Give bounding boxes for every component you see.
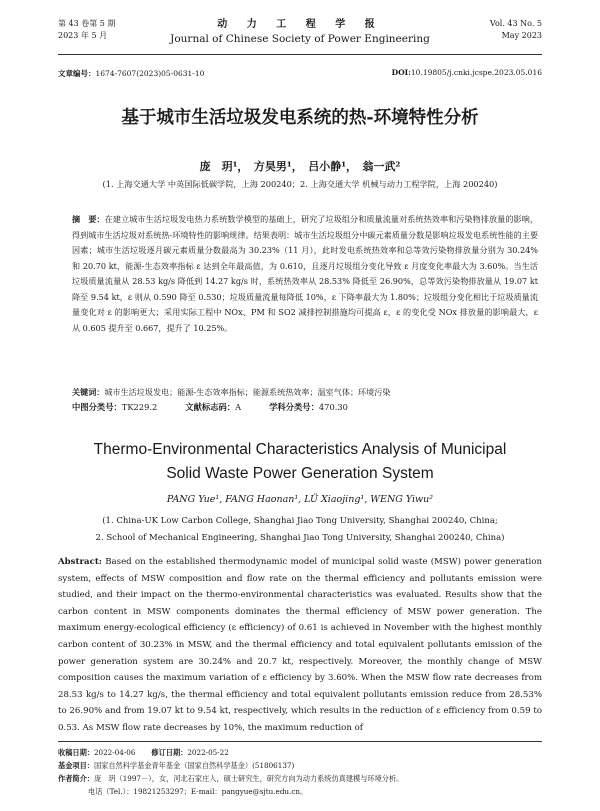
authors-en: PANG Yue¹, FANG Haonan¹, LÜ Xiaojing¹, WENG Yiwu²	[166, 494, 434, 505]
clc-number: TK229.2	[121, 402, 158, 412]
abstract-en	[58, 554, 542, 737]
header-right	[490, 18, 542, 42]
date-en: May 2023	[501, 31, 542, 40]
abstract-en-label: Abstract:	[58, 557, 102, 567]
journal-name-en: Journal of Chinese Society of Power Engineering	[170, 33, 430, 45]
keywords-cn-text: 城市生活垃圾发电；能源-生态效率指标；能源系统热效率；温室气体；环境污染	[104, 387, 391, 397]
page-title-en: Thermo-Environmental Characteristics Analysis of Municipal Solid Waste Power Generation System	[93, 441, 507, 482]
keywords-cn	[72, 385, 538, 400]
article-number: 文章编号：1674-7607(2023)05-0631-10	[58, 69, 205, 78]
contact-line: 电话（Tel.）：19821253297；E-mail：pangyue@sjtu.edu.cn。	[88, 787, 308, 796]
abstract-cn-text: 在建立城市生活垃圾发电热力系统数学模型的基础上，研究了垃圾组分和质量流量对系统热效率和污染物排放量的影响，得到城市生活垃圾对系统热-环境特性的影响规律。结果表明：城市生活垃圾组分中碳元素质量分数是影响垃圾发电系统性能的主要因素；城市生活垃圾逐月碳元素质量分数最高为 30.23%（11 月），此时发电系统热效率和总等效污染物排放量分别为 30.24% 和 20.70 kt，能源-生态效率指标 ε 达到全年最高值，为 0.610，且逐月垃圾组分变化导致 ε 月度变化率最大为 3.60%。当生活垃圾质量流量从 28.53 kg/s 降低到 14.27 kg/s 时，系统热效率从 28.53% 降低至 26.90%，总等效污染物排放量从 19.07 kt 降至 9.54 kt，ε 则从 0.590 降至 0.530；垃圾质量流量每降低 10%，ε 下降率最大为 1.80%；垃圾组分变化相比于垃圾质量流量变化对 ε 的影响更大；采用实际工程中 NOx、PM 和 SO2 减排控制措施均可提高 ε，ε 的变化受 NOx 排放量的影响最大，ε 从 0.605 提升至 0.667，提升了 10.25%。	[72, 214, 538, 333]
abstract-cn	[72, 212, 538, 336]
subject-code: 470.30	[318, 402, 348, 412]
authors-cn: 庞 玥¹， 方昊男¹， 吕小静¹， 翁一武²	[199, 160, 401, 173]
journal-name-cn: 动 力 工 程 学 报	[217, 19, 383, 30]
abstract-cn-label: 摘 要：	[72, 214, 105, 224]
fund-line: 基金项目：国家自然科学基金青年基金（国家自然科学基金）(51806137)	[58, 761, 295, 770]
dates-line: 收稿日期：2022-04-06 修订日期：2022-05-22	[58, 748, 229, 757]
header-center	[58, 18, 542, 46]
volume-cn: 第 43 卷第 5 期	[58, 19, 116, 28]
author-bio-line: 作者简介：庞 玥（1997－），女，河北石家庄人，硕士研究生，研究方向为动力系统仿真建模与环境分析。	[58, 774, 404, 783]
doi: DOI:10.19805/j.cnki.jcspe.2023.05.016	[391, 68, 542, 77]
date-cn: 2023 年 5 月	[58, 31, 108, 40]
running-header	[58, 18, 542, 55]
volume-en: Vol. 43 No. 5	[489, 19, 542, 28]
affiliations-cn: (1. 上海交通大学 中英国际低碳学院，上海 200240；2. 上海交通大学 机械与动力工程学院，上海 200240)	[102, 179, 498, 189]
page-title-cn: 基于城市生活垃圾发电系统的热-环境特性分析	[121, 108, 479, 128]
classification-line: 中图分类号：TK229.2 文献标志码：A 学科分类号：470.30	[72, 402, 348, 412]
document-code: A	[235, 402, 242, 412]
footnotes	[58, 741, 542, 798]
affiliations-en: (1. China-UK Low Carbon College, Shanghai Jiao Tong University, Shanghai 200240, China; 2. School of Mechanical Engineering, Shanghai Jiao Tong University, Shanghai 200240, China)	[95, 516, 505, 543]
abstract-en-text: Based on the established thermodynamic model of municipal solid waste (MSW) power generation system, effects of MSW composition and flow rate on the thermal efficiency and pollutants emission were studied, and their impact on the thermo-environmental characteristics was evaluated. Results show that the carbon content in MSW components dominates the thermal efficiency of MSW power generation. The maximum energy-ecological efficiency (ε efficiency) of 0.61 is achieved in November with the highest monthly carbon content of 30.23% in MSW, and the thermal efficiency and total equivalent pollutants emission of the power generation system are 30.24% and 20.7 kt, respectively. Moreover, the monthly change of MSW composition causes the maximum variation of ε efficiency by 3.60%. When the MSW flow rate decreases from 28.53 kg/s to 14.27 kg/s, the thermal efficiency and total equivalent pollutants emission reduce from 28.53% to 26.90% and from 19.07 kt to 9.54 kt, respectively, which results in the reduction of ε efficiency from 0.59 to 0.53. As MSW flow rate decreases by 10%, the maximum reduction of	[58, 557, 542, 733]
keywords-cn-label: 关键词：	[72, 387, 105, 397]
